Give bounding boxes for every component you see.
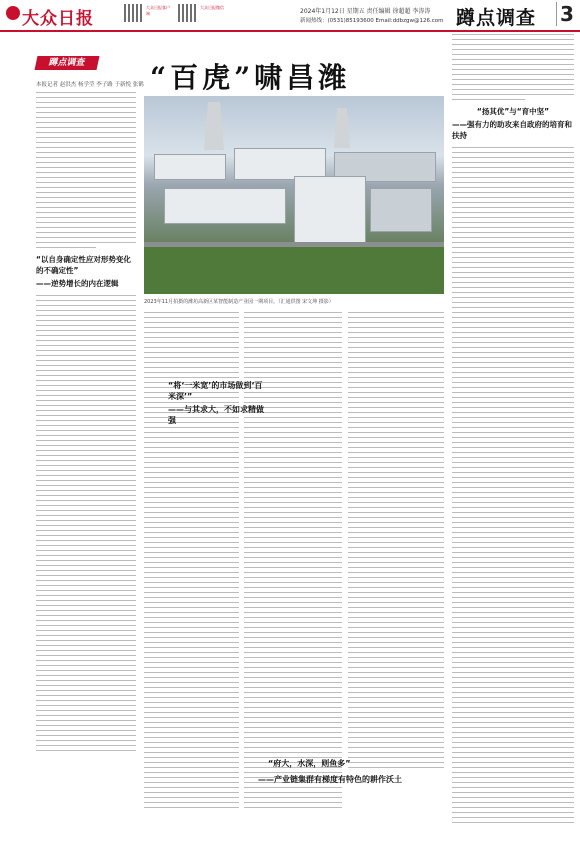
factory-building [154, 154, 226, 180]
subheading: ——强有力的助攻来自政府的培育和扶持 [452, 120, 572, 140]
logo-icon [6, 6, 20, 20]
column-tag: 蹲点调查 [35, 56, 100, 70]
subheading: ——产业链集群有梯度有特色的耕作沃土 [258, 775, 402, 784]
qr-code-icon [178, 4, 196, 22]
byline: 本报记者 赵洪杰 杨学莹 李子路 于新悦 张鹤 [36, 82, 144, 88]
subheading: “府大，水深，则鱼多” [268, 759, 351, 768]
newspaper-logo: 大众日报 [22, 9, 94, 29]
page-number: 3 [556, 2, 577, 26]
subheading: ——与其求大，不如求精做强 [168, 405, 264, 425]
office-building [294, 176, 366, 248]
headline: “百虎”啸昌潍 [150, 61, 351, 94]
cooling-tower [334, 108, 350, 148]
subheading: ——逆势增长的内在逻辑 [36, 279, 119, 288]
subheading: “以自身确定性应对形势变化的不确定性” [36, 255, 131, 275]
subheading: “扬其优”与“育中坚” [476, 107, 550, 116]
qr-caption: 大众日报客户端 [146, 5, 170, 16]
industrial-park-photo [144, 96, 444, 294]
news-hotline: 新闻热线：(0531)85193600 Email:ddbzgw@126.com [300, 18, 444, 24]
text-column-5 [452, 34, 574, 837]
subheading: “将‘一米宽’的市场做到‘百米深’” [168, 381, 263, 401]
factory-building [164, 188, 286, 224]
text-column-1 [36, 92, 136, 837]
factory-building [370, 188, 432, 232]
masthead [0, 0, 580, 32]
section-title: 蹲点调查 [456, 7, 537, 29]
qr-caption: 大众日报微信 [200, 5, 224, 10]
photo-caption: 2023年11月拍摄的潍坊高新区某智能制造产业园一期项目。（汇通供图 宋文坤 摄影） [144, 299, 334, 305]
green-field [144, 247, 444, 294]
issue-date: 2024年1月12日 星期五 责任编辑 徐超超 李涛涛 [300, 8, 431, 15]
cooling-tower [204, 102, 224, 150]
qr-code-icon [124, 4, 142, 22]
